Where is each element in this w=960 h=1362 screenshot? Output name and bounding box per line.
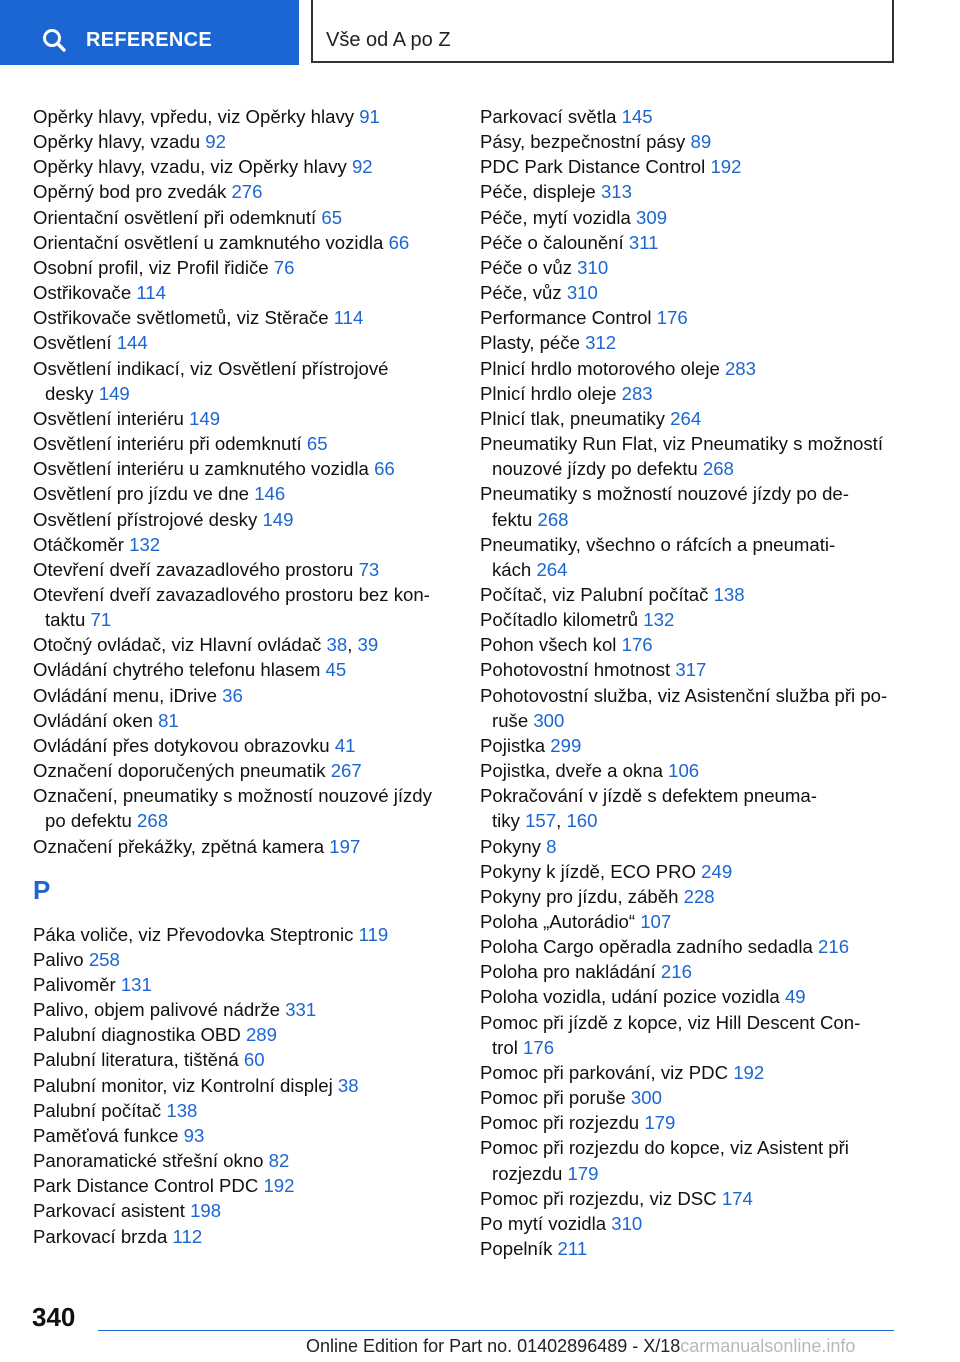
page-link[interactable]: 145 (621, 106, 653, 127)
page-link[interactable]: 132 (129, 533, 161, 555)
entry-text: Ostřikovače (33, 282, 132, 304)
entry-text: Pomoc při rozjezdu do kopce, viz Asistent při (480, 1137, 849, 1159)
entry-text: Plnicí tlak, pneumatiky (480, 407, 665, 429)
entry-text: Pomoc při rozjezdu, viz DSC (480, 1187, 717, 1209)
entry-text: Počítač, viz Palubní počítač (480, 583, 709, 605)
entry-continuation: tiky (492, 810, 520, 832)
entry-text: Péče o vůz (480, 256, 572, 278)
entry-text: Pokyny pro jízdu, záběh (480, 885, 679, 907)
page-link[interactable]: 179 (644, 1112, 676, 1134)
page-link[interactable]: 157 (525, 810, 557, 832)
index-entry (33, 1022, 453, 1047)
page-link[interactable]: 132 (643, 609, 675, 631)
index-entry (33, 532, 453, 557)
entry-text: Otočný ovládač, viz Hlavní ovládač (33, 634, 322, 656)
entry-text: Označení překážky, zpětná kamera (33, 835, 325, 857)
index-entry (480, 1211, 910, 1236)
entry-text: Plnicí hrdlo oleje (480, 382, 617, 404)
search-icon (42, 28, 66, 52)
index-entry (33, 356, 453, 406)
entry-text: Pásy, bezpečnostní pásy (480, 131, 686, 153)
index-entry (480, 1085, 910, 1110)
index-entry (33, 154, 453, 179)
index-entry (33, 205, 453, 230)
index-entry (480, 1186, 910, 1211)
entry-text: PDC Park Distance Control (480, 156, 706, 178)
entry-text: Počítadlo kilometrů (480, 609, 639, 631)
index-entry (33, 406, 453, 431)
index-entry (480, 356, 910, 381)
index-entry (480, 984, 910, 1009)
entry-continuation: po defektu (45, 810, 132, 832)
header-bar (0, 0, 960, 66)
entry-text: Péče, vůz (480, 282, 562, 304)
page-link[interactable]: 176 (656, 307, 688, 329)
page-link[interactable]: 144 (116, 332, 148, 354)
entry-text: Park Distance Control PDC (33, 1175, 259, 1197)
index-entry (33, 922, 453, 947)
index-entry (33, 1073, 453, 1098)
page-link[interactable]: 310 (566, 282, 598, 304)
index-entry (33, 972, 453, 997)
page-link[interactable]: 313 (600, 181, 632, 203)
entry-text: Označení doporučených pneumatik (33, 760, 326, 782)
entry-text: Plnicí hrdlo motorového oleje (480, 357, 720, 379)
entry-text: Orientační osvětlení při odemknutí (33, 206, 317, 228)
page-separator: , (347, 634, 353, 656)
entry-text: Parkovací světla (480, 106, 617, 127)
page-link[interactable]: 149 (262, 508, 294, 530)
index-entry (33, 1224, 453, 1249)
page-link[interactable]: 45 (325, 659, 347, 681)
entry-text: Poloha „Autorádio“ (480, 911, 636, 932)
entry-text: Otevření dveří zavazadlového prostoru (33, 558, 354, 580)
page-link[interactable]: 267 (330, 760, 362, 782)
index-entry (33, 255, 453, 280)
page-link[interactable]: 264 (670, 407, 702, 429)
entry-text: Palubní počítač (33, 1099, 162, 1121)
page-link[interactable]: 268 (702, 458, 734, 480)
index-entry (33, 758, 453, 783)
index-entry (480, 758, 910, 783)
entry-text: Pneumatiky s možností nouzové jízdy po de- (480, 483, 849, 505)
index-entry (480, 1010, 910, 1060)
index-entry (480, 154, 910, 179)
entry-continuation: ruše (492, 709, 529, 731)
index-entry (480, 1135, 910, 1185)
index-entry (480, 330, 910, 355)
index-entry (480, 481, 910, 531)
page-link[interactable]: 93 (183, 1124, 205, 1146)
index-entry (33, 305, 453, 330)
entry-text: Opěrky hlavy, vzadu (33, 131, 201, 153)
index-entry (33, 708, 453, 733)
entry-text: Pohotovostní služba, viz Asistenční služba při po- (480, 684, 888, 706)
page-link[interactable]: 149 (189, 407, 221, 429)
entry-text: Otáčkoměr (33, 533, 124, 555)
entry-text: Popelník (480, 1238, 553, 1260)
page-link[interactable]: 228 (683, 885, 715, 907)
page-link[interactable]: 276 (231, 181, 263, 203)
page-link[interactable]: 268 (137, 810, 169, 832)
index-entry (480, 733, 910, 758)
entry-text: Osobní profil, viz Profil řidiče (33, 256, 269, 278)
entry-text: Osvětlení (33, 332, 112, 354)
index-entry (33, 1098, 453, 1123)
page-link[interactable]: 309 (636, 206, 668, 228)
section-letter-heading: P (33, 874, 51, 905)
page-link[interactable]: 249 (701, 860, 733, 882)
entry-text: Pojistka, dveře a okna (480, 760, 663, 782)
index-entry (480, 1110, 910, 1135)
page-link[interactable]: 179 (567, 1162, 599, 1184)
index-entry (33, 733, 453, 758)
entry-text: Ostřikovače světlometů, viz Stěrače (33, 307, 329, 329)
index-entry (33, 179, 453, 204)
index-entry (33, 1173, 453, 1198)
page-link[interactable]: 283 (621, 382, 653, 404)
index-entry (480, 632, 910, 657)
page-link[interactable]: 192 (710, 156, 742, 178)
entry-text: Pomoc při parkování, viz PDC (480, 1061, 729, 1083)
index-entry (33, 129, 453, 154)
index-entry (33, 683, 453, 708)
entry-text: Pokračování v jízdě s defektem pneuma- (480, 785, 817, 807)
index-entry (480, 884, 910, 909)
index-entry (480, 129, 910, 154)
index-entry (33, 632, 453, 657)
entry-text: Performance Control (480, 307, 652, 329)
page-link[interactable]: 289 (245, 1024, 277, 1046)
index-entry (480, 657, 910, 682)
page-link[interactable]: 197 (329, 835, 361, 857)
page-link[interactable]: 131 (120, 974, 152, 995)
page-link[interactable]: 39 (357, 634, 379, 656)
index-entry (33, 582, 453, 632)
index-entry (480, 532, 910, 582)
entry-text: Pomoc při poruše (480, 1087, 626, 1109)
page-link[interactable]: 60 (243, 1049, 265, 1071)
entry-text: Péče o čalounění (480, 231, 624, 253)
entry-text: Osvětlení interiéru (33, 407, 184, 429)
index-entry (480, 859, 910, 884)
entry-text: Pneumatiky, všechno o ráfcích a pneumati- (480, 533, 836, 555)
index-entry (33, 657, 453, 682)
index-entry (480, 431, 910, 481)
entry-text: Pohon všech kol (480, 634, 617, 656)
page-link[interactable]: 66 (388, 231, 410, 253)
page-link[interactable]: 89 (690, 131, 712, 153)
entry-text: Palubní literatura, tištěná (33, 1049, 239, 1071)
entry-text: Osvětlení indikací, viz Osvětlení přístrojové (33, 357, 389, 379)
index-entry (480, 280, 910, 305)
page-link[interactable]: 38 (326, 634, 348, 656)
entry-text: Pneumatiky Run Flat, viz Pneumatiky s možností (480, 433, 884, 455)
entry-text: Palivo (33, 948, 84, 970)
index-entry (33, 104, 453, 129)
entry-text: Pokyny k jízdě, ECO PRO (480, 860, 696, 882)
index-entry (480, 834, 910, 859)
page-link[interactable]: 81 (158, 709, 179, 731)
entry-continuation: taktu (45, 609, 86, 631)
page-link[interactable]: 41 (334, 734, 356, 756)
page-link[interactable]: 119 (358, 923, 389, 945)
page-link[interactable]: 192 (263, 1175, 295, 1197)
index-entry (33, 1123, 453, 1148)
watermark-text: carmanualsonline.info (680, 1336, 856, 1356)
page-link[interactable]: 149 (98, 382, 130, 404)
index-entry (480, 683, 910, 733)
entry-text: Orientační osvětlení u zamknutého vozidla (33, 231, 384, 253)
index-entry (480, 1236, 910, 1261)
page-link[interactable]: 71 (90, 609, 112, 631)
page-link[interactable]: 76 (273, 256, 295, 278)
entry-text: Osvětlení přístrojové desky (33, 508, 258, 530)
page-link[interactable]: 91 (359, 106, 380, 127)
page-link[interactable]: 310 (577, 256, 609, 278)
index-entry (33, 507, 453, 532)
entry-text: Poloha pro nakládání (480, 961, 656, 983)
entry-text: Pomoc při rozjezdu (480, 1112, 640, 1134)
page-link[interactable]: 283 (724, 357, 756, 379)
footer-divider (98, 1330, 894, 1331)
entry-text: Pomoc při jízdě z kopce, viz Hill Descent Con- (480, 1011, 861, 1033)
index-entry (33, 481, 453, 506)
entry-text: Po mytí vozidla (480, 1212, 607, 1234)
edition-text: Online Edition for Part no. 01402896489 - X/18 (306, 1336, 681, 1356)
index-entry (480, 381, 910, 406)
page-link[interactable]: 92 (351, 156, 373, 178)
page-link[interactable]: 312 (585, 332, 617, 354)
index-entry (480, 582, 910, 607)
section-title: Vše od A po Z (326, 29, 451, 51)
entry-text: Pojistka (480, 734, 546, 756)
entry-text: Osvětlení pro jízdu ve dne (33, 483, 250, 505)
entry-continuation: desky (45, 382, 94, 404)
index-entry (33, 997, 453, 1022)
index-column-right (480, 104, 910, 1261)
page-link[interactable]: 138 (166, 1099, 198, 1121)
index-entry (480, 230, 910, 255)
index-entry (33, 330, 453, 355)
page-link[interactable]: 8 (546, 835, 557, 857)
entry-continuation: kách (492, 558, 532, 580)
index-entry (480, 406, 910, 431)
page-link[interactable]: 300 (630, 1087, 662, 1109)
entry-text: Ovládání oken (33, 709, 153, 731)
index-entry (33, 783, 453, 833)
page-link[interactable]: 138 (713, 583, 745, 605)
page-link[interactable]: 211 (557, 1238, 588, 1260)
page-link[interactable]: 268 (537, 508, 569, 530)
page-link[interactable]: 311 (628, 231, 659, 253)
index-entry (480, 1060, 910, 1085)
index-entry (480, 255, 910, 280)
entry-text: Opěrný bod pro zvedák (33, 181, 227, 203)
page-link[interactable]: 331 (285, 999, 317, 1021)
page-number: 340 (32, 1302, 76, 1332)
entry-text: Poloha Cargo opěradla zadního sedadla (480, 936, 813, 958)
page-link[interactable]: 216 (818, 936, 850, 958)
entry-text: Osvětlení interiéru u zamknutého vozidla (33, 458, 369, 480)
entry-text: Ovládání menu, iDrive (33, 684, 217, 706)
index-entry (33, 431, 453, 456)
page-link[interactable]: 300 (533, 709, 565, 731)
page-link[interactable]: 264 (536, 558, 568, 580)
page-link[interactable]: 114 (136, 282, 166, 304)
page-link[interactable]: 317 (675, 659, 707, 681)
entry-text: Palubní diagnostika OBD (33, 1024, 241, 1046)
entry-text: Otevření dveří zavazadlového prostoru bez kon- (33, 583, 430, 605)
index-entry (33, 1148, 453, 1173)
entry-text: Péče, mytí vozidla (480, 206, 631, 228)
entry-text: Páka voliče, viz Převodovka Steptronic (33, 923, 354, 945)
page-link[interactable]: 112 (172, 1225, 203, 1247)
page-link[interactable]: 73 (358, 558, 380, 580)
entry-text: Palubní monitor, viz Kontrolní displej (33, 1074, 333, 1096)
entry-text: Označení, pneumatiky s možností nouzové jízdy (33, 785, 432, 807)
index-entry (480, 179, 910, 204)
entry-text: Ovládání chytrého telefonu hlasem (33, 659, 321, 681)
page-link[interactable]: 65 (306, 433, 328, 455)
entry-continuation: fektu (492, 508, 533, 530)
entry-text: Opěrky hlavy, vpředu, viz Opěrky hlavy (33, 106, 355, 127)
entry-text: Pohotovostní hmotnost (480, 659, 671, 681)
section-title-box (311, 0, 894, 63)
index-entry (33, 834, 453, 859)
index-entry (33, 230, 453, 255)
index-entry (480, 783, 910, 833)
reference-label: REFERENCE (86, 29, 213, 51)
page-link[interactable]: 192 (733, 1061, 765, 1083)
entry-continuation: rozjezdu (492, 1162, 563, 1184)
page-link[interactable]: 198 (190, 1200, 222, 1222)
entry-text: Poloha vozidla, udání pozice vozidla (480, 986, 780, 1008)
page-link[interactable]: 38 (337, 1074, 359, 1096)
page-link[interactable]: 66 (374, 458, 395, 480)
entry-continuation: trol (492, 1036, 518, 1058)
entry-text: Paměťová funkce (33, 1124, 179, 1146)
entry-text: Ovládání přes dotykovou obrazovku (33, 734, 330, 756)
index-column-left (33, 104, 453, 1249)
page-link[interactable]: 160 (566, 810, 598, 832)
index-entry (480, 305, 910, 330)
page-link[interactable]: 49 (784, 986, 806, 1008)
index-entry (33, 947, 453, 972)
page-link[interactable]: 106 (668, 760, 700, 782)
page-link[interactable]: 36 (222, 684, 243, 706)
entry-text: Panoramatické střešní okno (33, 1150, 264, 1172)
entry-text: Péče, displeje (480, 181, 596, 203)
reference-tab[interactable] (0, 0, 299, 65)
page-link[interactable]: 299 (550, 734, 582, 756)
entry-text: Opěrky hlavy, vzadu, viz Opěrky hlavy (33, 156, 347, 178)
entry-continuation: nouzové jízdy po defektu (492, 458, 698, 480)
index-entry (480, 607, 910, 632)
page-link[interactable]: 176 (621, 634, 653, 656)
page-link[interactable]: 258 (88, 948, 120, 970)
page-link[interactable]: 146 (254, 483, 286, 505)
entry-text: Pokyny (480, 835, 541, 857)
index-entry (33, 456, 453, 481)
page-link[interactable]: 216 (660, 961, 692, 983)
page-link[interactable]: 114 (333, 307, 364, 329)
index-entry (33, 1198, 453, 1223)
page-link[interactable]: 174 (721, 1187, 753, 1209)
index-entry (33, 1047, 453, 1072)
index-entry (480, 104, 910, 129)
page-separator: , (556, 810, 562, 832)
entry-text: Palivoměr (33, 974, 116, 995)
index-entry (33, 280, 453, 305)
page-link[interactable]: 107 (640, 911, 672, 932)
entry-text: Parkovací brzda (33, 1225, 168, 1247)
index-entry (480, 934, 910, 959)
entry-text: Osvětlení interiéru při odemknutí (33, 433, 302, 455)
index-entry (480, 909, 910, 934)
entry-text: Parkovací asistent (33, 1200, 185, 1222)
page-link[interactable]: 310 (611, 1212, 643, 1234)
entry-text: Plasty, péče (480, 332, 580, 354)
index-entry (480, 205, 910, 230)
page-link[interactable]: 82 (268, 1150, 290, 1172)
page-link[interactable]: 92 (205, 131, 226, 153)
page-link[interactable]: 176 (523, 1036, 555, 1058)
index-entry (33, 557, 453, 582)
footer-edition (306, 1336, 855, 1357)
index-entry (480, 959, 910, 984)
entry-text: Palivo, objem palivové nádrže (33, 999, 281, 1021)
page-link[interactable]: 65 (321, 206, 343, 228)
